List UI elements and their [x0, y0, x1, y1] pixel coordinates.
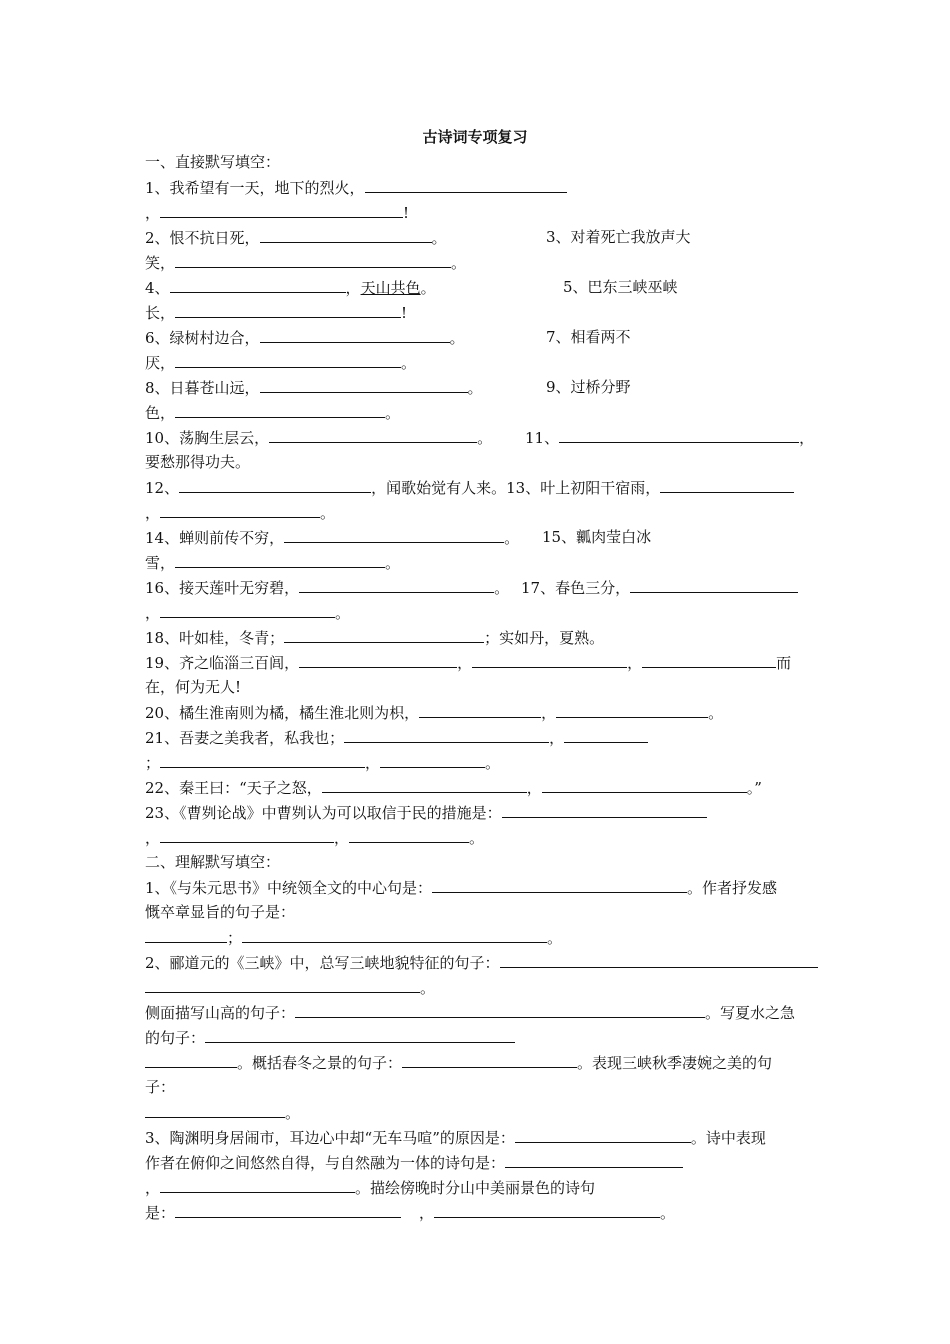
section-1-heading: 一、直接默写填空： [145, 153, 281, 171]
question-17-cont: ， 。 [145, 604, 351, 622]
comprehension-2-side: 侧面描写山高的句子： 。写夏水之急 [145, 1004, 796, 1022]
answer-blank[interactable] [205, 1027, 515, 1043]
answer-blank[interactable] [145, 977, 420, 993]
answer-blank[interactable] [344, 727, 549, 743]
comprehension-1-blanks: ； 。 [145, 927, 562, 948]
comprehension-2-summer: 的句子： [145, 1027, 515, 1048]
question-21: 21、吾妻之美我者，私我也； ， [145, 727, 648, 748]
answer-blank[interactable] [179, 477, 371, 493]
answer-blank[interactable] [175, 552, 385, 568]
question-7-cont: 厌， 。 [145, 354, 417, 372]
answer-blank[interactable] [630, 577, 798, 593]
answer-blank[interactable] [175, 352, 401, 368]
section-2-heading: 二、理解默写填空： [145, 853, 281, 871]
answer-blank[interactable] [402, 1052, 577, 1068]
answer-blank[interactable] [472, 652, 627, 668]
comprehension-2-autumn: 子： [145, 1078, 176, 1096]
answer-blank[interactable] [559, 427, 799, 443]
question-3-cont: 笑， 。 [145, 254, 467, 272]
question-19-cont: 在，何为无人! [145, 678, 242, 696]
answer-blank[interactable] [175, 1202, 401, 1218]
question-5-cont: 长， ! [145, 304, 408, 322]
question-1-cont: ， ! [145, 204, 410, 222]
comprehension-2: 2、郦道元的《三峡》中，总写三峡地貌特征的句子： [145, 952, 818, 973]
question-1: 1、我希望有一天，地下的烈火， [145, 177, 567, 198]
answer-blank[interactable] [299, 577, 494, 593]
answer-blank[interactable] [284, 527, 504, 543]
answer-blank[interactable] [145, 1102, 285, 1118]
answer-blank[interactable] [434, 1202, 660, 1218]
answer-blank[interactable] [380, 752, 485, 768]
question-11-cont: 要愁那得功夫。 [145, 453, 251, 471]
answer-blank[interactable] [502, 802, 707, 818]
question-17: 17、春色三分， [521, 577, 798, 598]
question-11: 11、 ， [525, 429, 815, 447]
question-8: 8、日暮苍山远， 。 [145, 379, 483, 397]
comprehension-2-autumn-blank: 。 [145, 1102, 300, 1123]
answer-blank[interactable] [349, 827, 469, 843]
comprehension-3-final: 是： ， 。 [145, 1204, 676, 1222]
answer-blank[interactable] [260, 377, 468, 393]
question-16: 16、接天莲叶无穷碧， 。 [145, 579, 510, 597]
question-13-cont: ， 。 [145, 504, 336, 522]
answer-blank[interactable] [269, 427, 477, 443]
answer-blank[interactable] [660, 477, 794, 493]
answer-blank[interactable] [160, 752, 365, 768]
answer-blank[interactable] [419, 702, 541, 718]
question-4: 4、 ，天山共色。 [145, 279, 436, 297]
answer-blank[interactable] [260, 227, 432, 243]
comprehension-2-cont: 。 [145, 977, 435, 998]
answer-blank[interactable] [160, 202, 403, 218]
answer-blank[interactable] [175, 302, 401, 318]
question-10: 10、荡胸生层云， 。 [145, 429, 493, 447]
question-23: 23、《曹刿论战》中曹刿认为可以取信于民的措施是： [145, 802, 707, 823]
question-12-13: 12、 ，闻歌始觉有人来。13、叶上初阳干宿雨， [145, 477, 794, 498]
answer-blank[interactable] [242, 927, 547, 943]
comprehension-3: 3、陶渊明身居闹市，耳边心中却“无车马喧”的原因是： 。诗中表现 [145, 1129, 766, 1147]
comprehension-1: 1、《与朱元思书》中统领全文的中心句是： 。作者抒发感 [145, 879, 778, 897]
answer-blank[interactable] [260, 327, 450, 343]
answer-blank[interactable] [500, 952, 818, 968]
question-18: 18、叶如桂，冬青； ；实如丹，夏熟。 [145, 629, 605, 647]
answer-blank[interactable] [160, 1177, 355, 1193]
comprehension-2-spring: 。概括春冬之景的句子： 。表现三峡秋季凄婉之美的句 [145, 1052, 772, 1073]
answer-blank[interactable] [284, 627, 484, 643]
comprehension-3-evening: ， 。描绘傍晚时分山中美丽景色的诗句 [145, 1179, 596, 1197]
answer-blank[interactable] [432, 877, 687, 893]
answer-blank[interactable] [556, 702, 708, 718]
question-15-cont: 雪， 。 [145, 554, 401, 572]
answer-blank[interactable] [160, 602, 335, 618]
answer-blank[interactable] [299, 652, 457, 668]
answer-blank[interactable] [322, 777, 527, 793]
answer-blank[interactable] [145, 927, 227, 943]
question-20: 20、橘生淮南则为橘，橘生淮北则为枳， ， 。 [145, 704, 724, 722]
answer-blank[interactable] [505, 1152, 683, 1168]
answer-blank[interactable] [515, 1127, 691, 1143]
question-2: 2、恨不抗日死， 。 [145, 229, 447, 247]
question-9: 9、过桥分野 [546, 378, 631, 396]
question-6: 6、绿树村边合， 。 [145, 329, 465, 347]
question-14: 14、蝉则前传不穷， 。 [145, 529, 520, 547]
question-7: 7、相看两不 [546, 328, 631, 346]
question-21-cont: ； ， 。 [145, 754, 501, 772]
page-title: 古诗词专项复习 [422, 128, 528, 146]
comprehension-3-cont: 作者在俯仰之间悠然自得，与自然融为一体的诗句是： [145, 1152, 683, 1173]
answer-blank[interactable] [160, 827, 334, 843]
question-9-cont: 色， 。 [145, 404, 401, 422]
answer-blank[interactable] [145, 1052, 237, 1068]
comprehension-1-cont: 慨卒章显旨的句子是： [145, 903, 296, 921]
answer-blank[interactable] [175, 402, 385, 418]
answer-blank[interactable] [295, 1002, 705, 1018]
answer-blank[interactable] [160, 502, 320, 518]
answer-blank[interactable] [642, 652, 776, 668]
answer-blank[interactable] [175, 252, 451, 268]
question-22: 22、秦王曰：“天子之怒， ， 。” [145, 779, 762, 797]
question-3: 3、对着死亡我放声大 [546, 228, 691, 246]
answer-blank[interactable] [170, 277, 346, 293]
question-5: 5、巴东三峡巫峡 [563, 278, 678, 296]
question-15: 15、瓤肉莹白冰 [542, 528, 652, 546]
answer-blank[interactable] [564, 727, 648, 743]
answer-blank[interactable] [542, 777, 747, 793]
question-23-cont: ， ， 。 [145, 829, 485, 847]
question-19: 19、齐之临淄三百闾， ， ， 而 [145, 654, 792, 672]
answer-blank[interactable] [365, 177, 567, 193]
